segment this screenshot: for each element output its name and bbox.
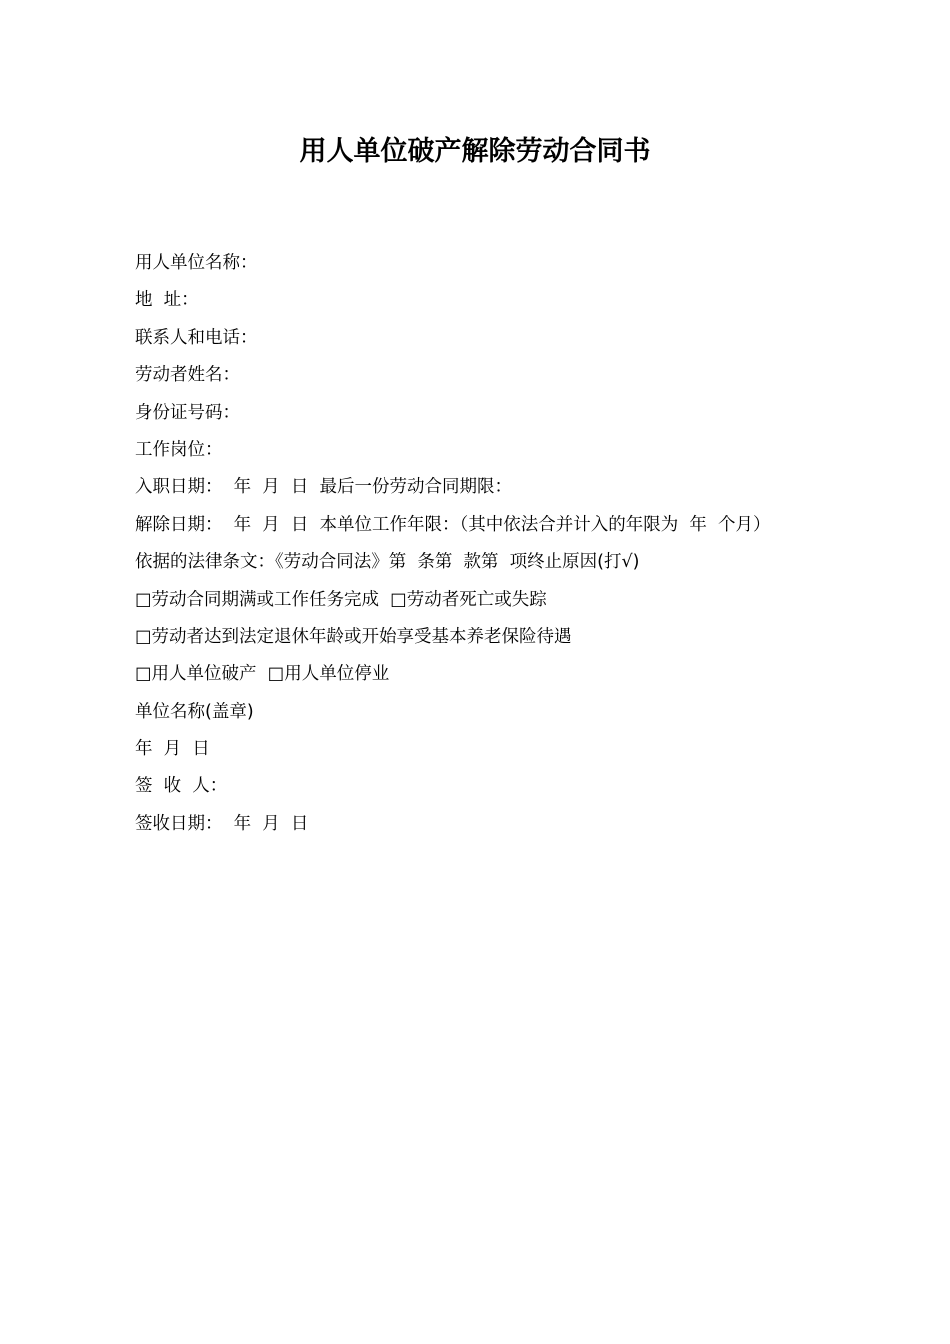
recipient-line: 签 收 人： bbox=[135, 776, 228, 797]
id-number-line: 身份证号码： bbox=[135, 402, 240, 423]
reason-option-line-3: □用人单位破产 □用人单位停业 bbox=[135, 664, 390, 685]
document-body bbox=[135, 248, 895, 846]
termination-date-line: 解除日期： 年 月 日 本单位工作年限：（其中依法合并计入的年限为 年 个月） bbox=[135, 514, 771, 535]
legal-basis-line: 依据的法律条文：《劳动合同法》第 条第 款第 项终止原因(打√) bbox=[135, 552, 640, 573]
entry-date-line: 入职日期： 年 月 日 最后一份劳动合同期限： bbox=[135, 477, 513, 498]
employer-name-line: 用人单位名称： bbox=[135, 253, 258, 273]
receipt-date-line: 签收日期： 年 月 日 bbox=[135, 813, 309, 834]
unit-seal-line: 单位名称(盖章) bbox=[135, 701, 254, 722]
job-position-line: 工作岗位： bbox=[135, 439, 223, 460]
address-line: 地 址： bbox=[135, 290, 199, 311]
worker-name-line: 劳动者姓名： bbox=[135, 365, 240, 386]
reason-option-line-1: □劳动合同期满或工作任务完成 □劳动者死亡或失踪 bbox=[135, 589, 547, 610]
reason-option-line-2: □劳动者达到法定退休年龄或开始享受基本养老保险待遇 bbox=[135, 626, 572, 647]
contact-phone-line: 联系人和电话： bbox=[135, 327, 258, 348]
document-title: 用人单位破产解除劳动合同书 bbox=[299, 136, 651, 167]
seal-date-line: 年 月 日 bbox=[135, 739, 210, 760]
